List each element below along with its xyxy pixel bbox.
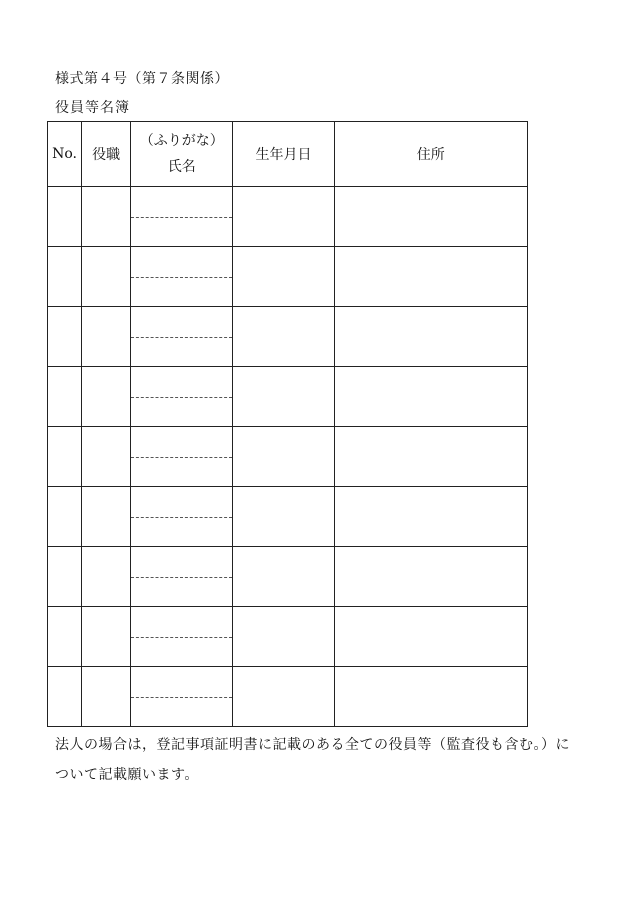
cell-name[interactable] [131,247,233,307]
table-row [48,547,528,607]
table-row [48,427,528,487]
furigana-divider [131,277,232,278]
table-row [48,607,528,667]
header-no: No. [48,122,82,187]
cell-no[interactable] [48,247,82,307]
header-date-of-birth: 生年月日 [233,122,334,187]
cell-address[interactable] [334,307,527,367]
table-row [48,247,528,307]
cell-no[interactable] [48,487,82,547]
furigana-divider [131,517,232,518]
cell-name[interactable] [131,607,233,667]
cell-address[interactable] [334,427,527,487]
cell-date-of-birth[interactable] [233,307,334,367]
header-furigana: （ふりがな） [139,133,224,149]
furigana-divider [131,637,232,638]
cell-no[interactable] [48,367,82,427]
cell-name[interactable] [131,667,233,727]
cell-position[interactable] [82,667,131,727]
cell-date-of-birth[interactable] [233,547,334,607]
furigana-divider [131,697,232,698]
cell-position[interactable] [82,247,131,307]
cell-address[interactable] [334,547,527,607]
table-row [48,367,528,427]
header-name [131,122,233,187]
cell-position[interactable] [82,187,131,247]
cell-date-of-birth[interactable] [233,247,334,307]
header-address: 住所 [334,122,527,187]
cell-no[interactable] [48,187,82,247]
cell-position[interactable] [82,307,131,367]
table-row [48,487,528,547]
note-line-1: 法人の場合は，登記事項証明書に記載のある全ての役員等（監査役も含む。）に [55,737,570,753]
cell-name[interactable] [131,187,233,247]
register-title: 役員等名簿 [55,100,130,116]
cell-address[interactable] [334,667,527,727]
cell-date-of-birth[interactable] [233,607,334,667]
form-number: 様式第４号（第７条関係） [55,71,229,87]
cell-name[interactable] [131,367,233,427]
cell-no[interactable] [48,307,82,367]
officer-register-table [47,121,528,727]
cell-position[interactable] [82,367,131,427]
cell-no[interactable] [48,607,82,667]
cell-position[interactable] [82,547,131,607]
header-full-name: 氏名 [167,159,196,175]
cell-date-of-birth[interactable] [233,667,334,727]
cell-name[interactable] [131,307,233,367]
furigana-divider [131,337,232,338]
furigana-divider [131,457,232,458]
cell-date-of-birth[interactable] [233,367,334,427]
cell-address[interactable] [334,247,527,307]
cell-address[interactable] [334,487,527,547]
table-row [48,307,528,367]
header-position: 役職 [82,122,131,187]
cell-name[interactable] [131,487,233,547]
table-header-row [48,122,528,187]
cell-name[interactable] [131,427,233,487]
cell-date-of-birth[interactable] [233,427,334,487]
table-row [48,667,528,727]
table-row [48,187,528,247]
cell-position[interactable] [82,607,131,667]
cell-position[interactable] [82,427,131,487]
cell-no[interactable] [48,427,82,487]
furigana-divider [131,397,232,398]
cell-address[interactable] [334,187,527,247]
cell-address[interactable] [334,367,527,427]
cell-position[interactable] [82,487,131,547]
cell-date-of-birth[interactable] [233,487,334,547]
furigana-divider [131,217,232,218]
cell-date-of-birth[interactable] [233,187,334,247]
note [55,730,595,790]
cell-no[interactable] [48,667,82,727]
cell-address[interactable] [334,607,527,667]
cell-no[interactable] [48,547,82,607]
note-line-2: ついて記載願います。 [55,767,199,783]
furigana-divider [131,577,232,578]
cell-name[interactable] [131,547,233,607]
